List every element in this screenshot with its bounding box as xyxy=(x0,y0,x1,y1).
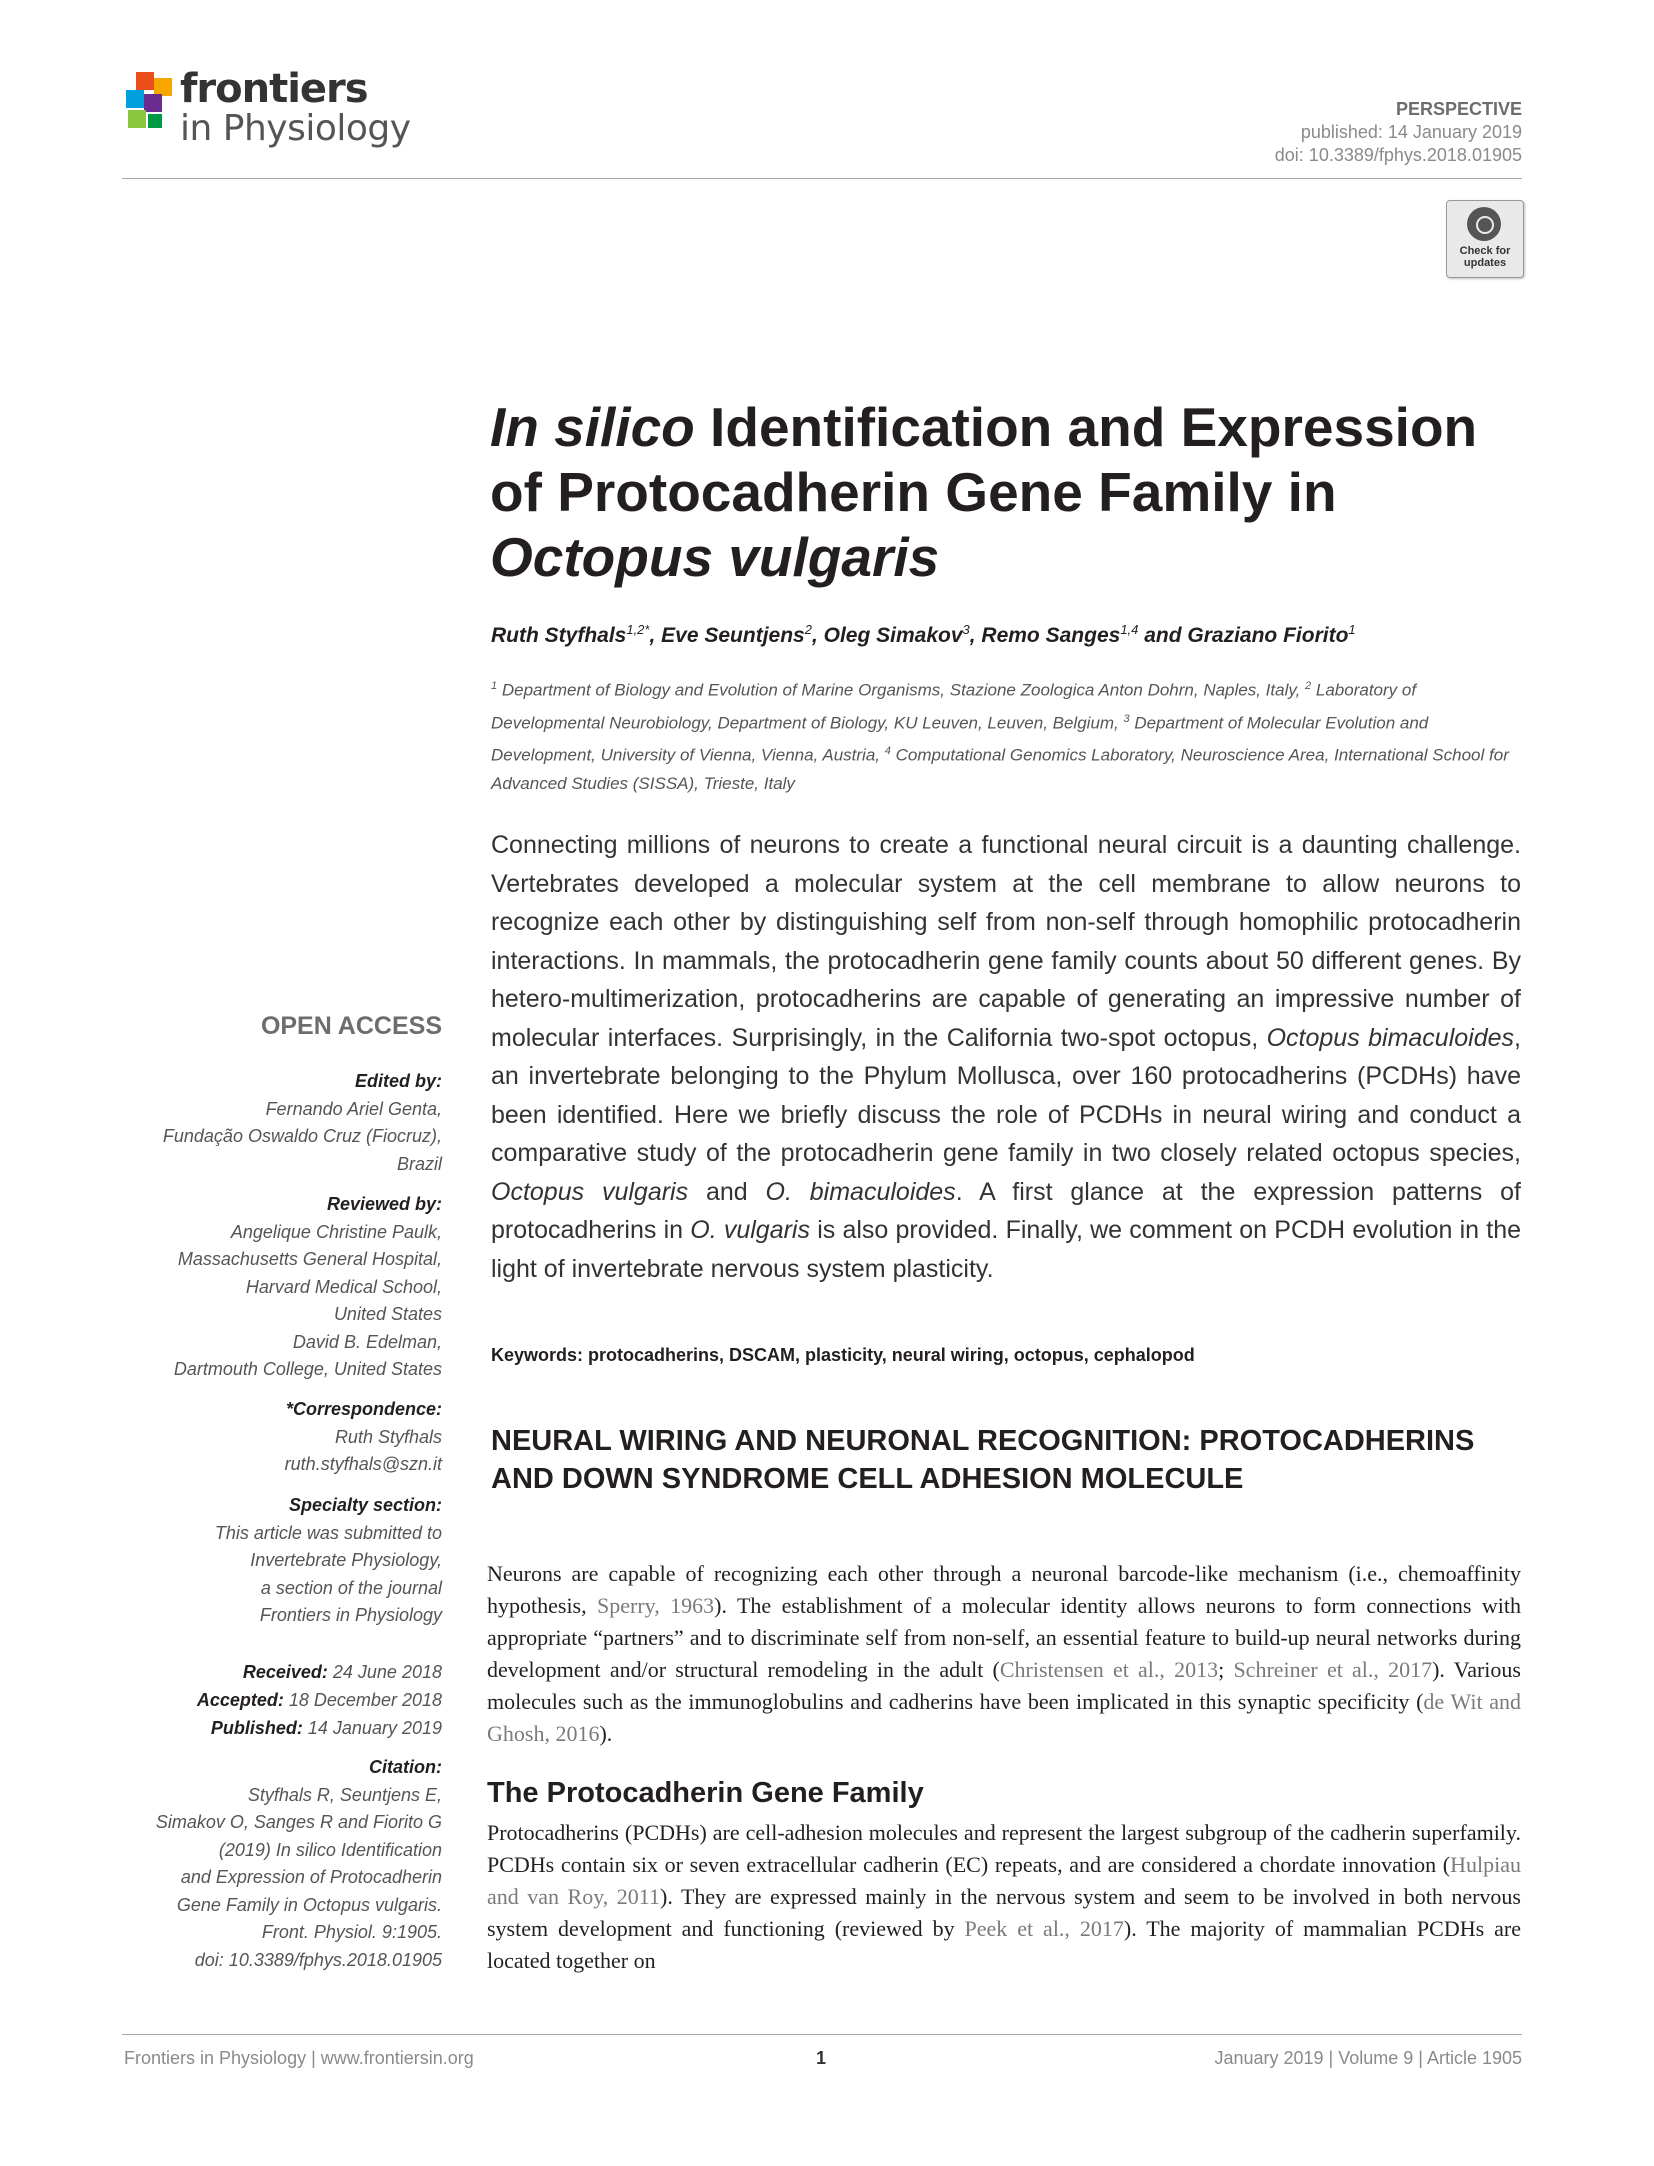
citation-link[interactable]: Peek et al., 2017 xyxy=(964,1916,1124,1941)
citation-link[interactable]: Schreiner et al., 2017 xyxy=(1233,1657,1433,1682)
footer-divider xyxy=(122,2034,1522,2035)
footer-journal-link[interactable]: Frontiers in Physiology | www.frontiersin.org xyxy=(124,2048,474,2068)
article-meta xyxy=(1275,98,1522,167)
journal-logo xyxy=(122,68,422,178)
keywords: Keywords: protocadherins, DSCAM, plasticity, neural wiring, octopus, cephalopod xyxy=(491,1345,1195,1365)
correspondence-email[interactable]: ruth.styfhals@szn.it xyxy=(284,1454,442,1474)
page-number: 1 xyxy=(816,2048,827,2068)
check-for-updates-badge[interactable]: Check for updates xyxy=(1446,200,1524,278)
editor-info: Edited by: Fernando Ariel Genta, Fundação Oswaldo Cruz (Fiocruz), Brazil xyxy=(162,1071,442,1174)
frontiers-logo-icon xyxy=(122,72,180,142)
citation-link[interactable]: de Wit and Ghosh, 2016 xyxy=(487,1689,1521,1746)
abstract: Connecting millions of neurons to create a functional neural circuit is a daunting challenge. Vertebrates developed a molecular system at the cell membrane to allow neurons to recognize each other by distinguishing self from non-self through homophilic protocadherin interactions. In mammals, the protocadherin gene family counts about 50 different genes. By hetero-multimerization, protocadherins are capable of generating an impressive number of molecular interfaces. Surprisingly, in the California two-spot octopus, Octopus bimaculoides, an invertebrate belonging to the Phylum Mollusca, over 160 protocadherins (PCDHs) have been identified. Here we briefly discuss the role of PCDHs in neural wiring and conduct a comparative study of the protocadherin gene family in two closely related octopus species, Octopus vulgaris and O. bimaculoides. A first glance at the expression patterns of protocadherins in O. vulgaris is also provided. Finally, we comment on PCDH evolution in the light of invertebrate nervous system plasticity. xyxy=(491,831,1522,1283)
specialty-section: Specialty section: This article was submitted to Invertebrate Physiology, a section of the journal Frontiers in Physiology xyxy=(214,1495,442,1625)
section-heading-neural-wiring: NEURAL WIRING AND NEURONAL RECOGNITION: PROTOCADHERINS AND DOWN SYNDROME CELL ADHESION MOLECULE xyxy=(491,1425,1475,1495)
subsection-heading-protocadherin: The Protocadherin Gene Family xyxy=(487,1777,924,1809)
citation-link[interactable]: Sperry, 1963 xyxy=(597,1593,715,1618)
affiliations: $^1$ Department of Biology and Evolution of Marine Organisms, Stazione Zoologica Anton Dohrn, Naples, Italy, $^2$ Laboratory of Developmental Neurobiology, Department of Biology, KU Leuven, Leuven, Belgium, $^3$ Department of Molecular Evolution and Development, University of Vienna, Vienna, Austria, $^4$ Computational Genomics Laboratory, Neuroscience Area, International School for Advanced Studies (SISSA), Trieste, Italy xyxy=(491,680,1509,793)
article-title: In silico Identification and Expression of Protocadherin Gene Family in Octopus vulgaris xyxy=(490,396,1478,588)
published-date: published: 14 January 2019 xyxy=(1300,122,1522,142)
author-list: Ruth Styfhals$^{1,2*}$, Eve Seuntjens$^2$, Oleg Simakov$^3$, Remo Sanges$^{1,4}$ and Graziano Fiorito$^1$ xyxy=(491,622,1356,647)
logo-wordmark: frontiers xyxy=(180,66,368,112)
article-dates: Received: 24 June 2018 Accepted: 18 December 2018 Published: 14 January 2019 xyxy=(196,1662,442,1738)
update-check-icon xyxy=(1467,207,1501,241)
citation-link[interactable]: Hulpiau and van Roy, 2011 xyxy=(487,1852,1521,1909)
body-paragraph-1: Neurons are capable of recognizing each other through a neuronal barcode-like mechanism (i.e., chemoaffinity hypothesis, Sperry, 1963). The establishment of a molecular identity allows neurons to form connections with appropriate “partners” and to discriminate self from non-self, an essential feature to build-up neural networks during development and/or structural remodeling in the adult (Christensen et al., 2013; Schreiner et al., 2017). Various molecules such as the immunoglobulins and cadherins have been implicated in this synaptic specificity (de Wit and Ghosh, 2016). xyxy=(487,1561,1521,1746)
citation-info: Citation: Styfhals R, Seuntjens E, Simakov O, Sanges R and Fiorito G (2019) In silico Identification and Expression of Protocadherin Gene Family in Octopus vulgaris. Front. Physiol. 9:1905. doi: 10.3389/fphys.2018.01905 xyxy=(112,1754,442,1974)
doi[interactable]: doi: 10.3389/fphys.2018.01905 xyxy=(1274,145,1522,165)
footer-issue-info: January 2019 | Volume 9 | Article 1905 xyxy=(1214,2048,1522,2068)
citation-doi[interactable]: doi: 10.3389/fphys.2018.01905 xyxy=(194,1949,442,1970)
open-access-label: OPEN ACCESS xyxy=(260,1012,442,1040)
header-divider xyxy=(122,178,1522,179)
citation-link[interactable]: Christensen et al., 2013 xyxy=(999,1657,1219,1682)
article-type: PERSPECTIVE xyxy=(1395,99,1522,119)
reviewer-info: Reviewed by: Angelique Christine Paulk, Massachusetts General Hospital, Harvard Medical School, United States David B. Edelman, Dartmouth College, United States xyxy=(173,1194,442,1379)
body-paragraph-2: Protocadherins (PCDHs) are cell-adhesion molecules and represent the largest subgroup of the cadherin superfamily. PCDHs contain six or seven extracellular cadherin (EC) repeats, and are considered a chordate innovation (Hulpiau and van Roy, 2011). They are expressed mainly in the nervous system and seem to be involved in both nervous system development and functioning (reviewed by Peek et al., 2017). The majority of mammalian PCDHs are located together on xyxy=(487,1820,1521,1973)
logo-journal-name: in Physiology xyxy=(180,108,411,149)
correspondence-info: *Correspondence: Ruth Styfhals ruth.styfhals@szn.it xyxy=(112,1396,442,1479)
